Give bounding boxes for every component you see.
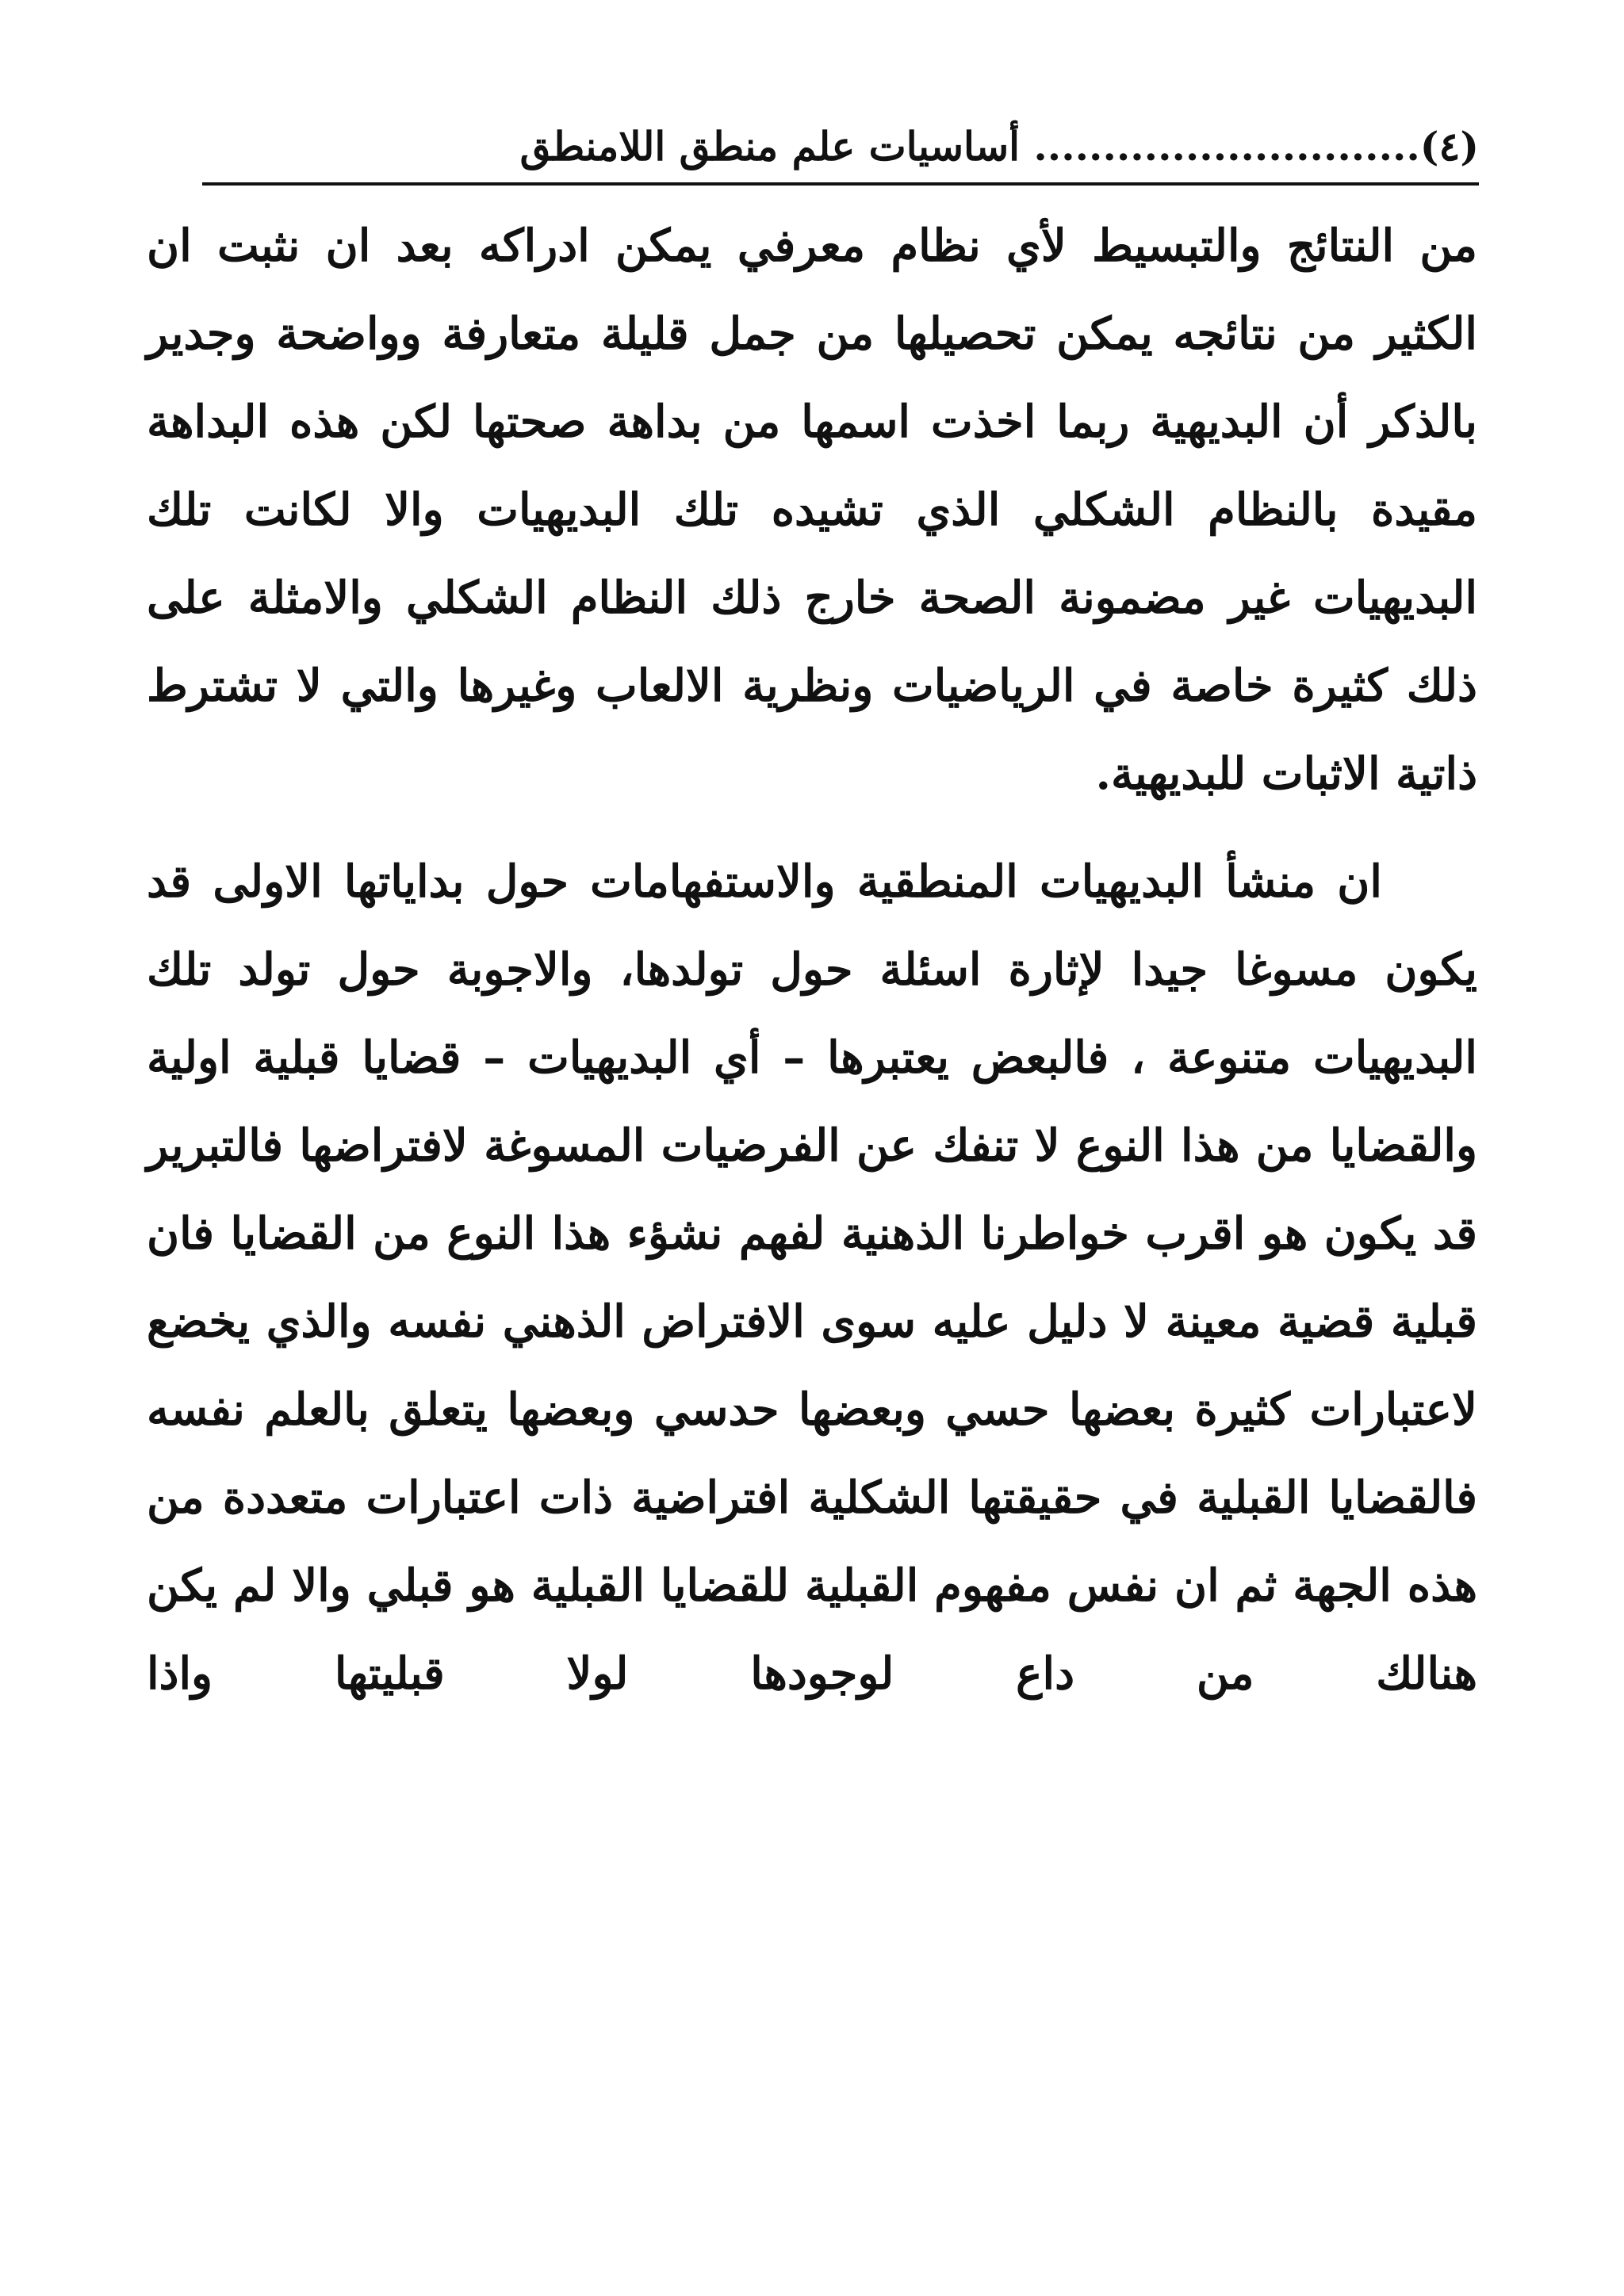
header-divider bbox=[202, 182, 1479, 186]
running-header-title: (٤)............................ أساسيات علم منطق اللامنطق bbox=[519, 123, 1479, 170]
page-body bbox=[147, 202, 1477, 1718]
paragraph-2: ان منشأ البديهيات المنطقية والاستفهامات حول بداياتها الاولى قد يكون مسوغا جيدا لإثارة اسئلة حول تولدها، والاجوبة حول تولد تلك البديهيات متنوعة ، فالبعض يعتبرها – أي البديهيات – قضايا قبلية اولية والقضايا من هذا النوع لا تنفك عن الفرضيات المسوغة لافتراضها فالتبرير قد يكون هو اقرب خواطرنا الذهنية لفهم نشؤء هذا النوع من القضايا فان قبلية قضية معينة لا دليل عليه سوى الافتراض الذهني نفسه والذي يخضع لاعتبارات كثيرة بعضها حسي وبعضها حدسي وبعضها يتعلق بالعلم نفسه فالقضايا القبلية في حقيقتها الشكلية افتراضية ذات اعتبارات متعددة من هذه الجهة ثم ان نفس مفهوم القبلية للقضايا القبلية هو قبلي والا لم يكن هنالك من داع لوجودها لولا قبليتها واذا bbox=[147, 855, 1477, 1700]
page-header bbox=[202, 119, 1479, 186]
paragraph-1: من النتائج والتبسيط لأي نظام معرفي يمكن ادراكه بعد ان نثبت ان الكثير من نتائجه يمكن تحصيلها من جمل قليلة متعارفة وواضحة وجدير بالذكر أن البديهية ربما اخذت اسمها من بداهة صحتها لكن هذه البداهة مقيدة بالنظام الشكلي الذي تشيده تلك البديهيات والا لكانت تلك البديهيات غير مضمونة الصحة خارج ذلك النظام الشكلي والامثلة على ذلك كثيرة خاصة في الرياضيات ونظرية الالعاب وغيرها والتي لا تشترط ذاتية الاثبات للبديهية. bbox=[147, 220, 1478, 800]
